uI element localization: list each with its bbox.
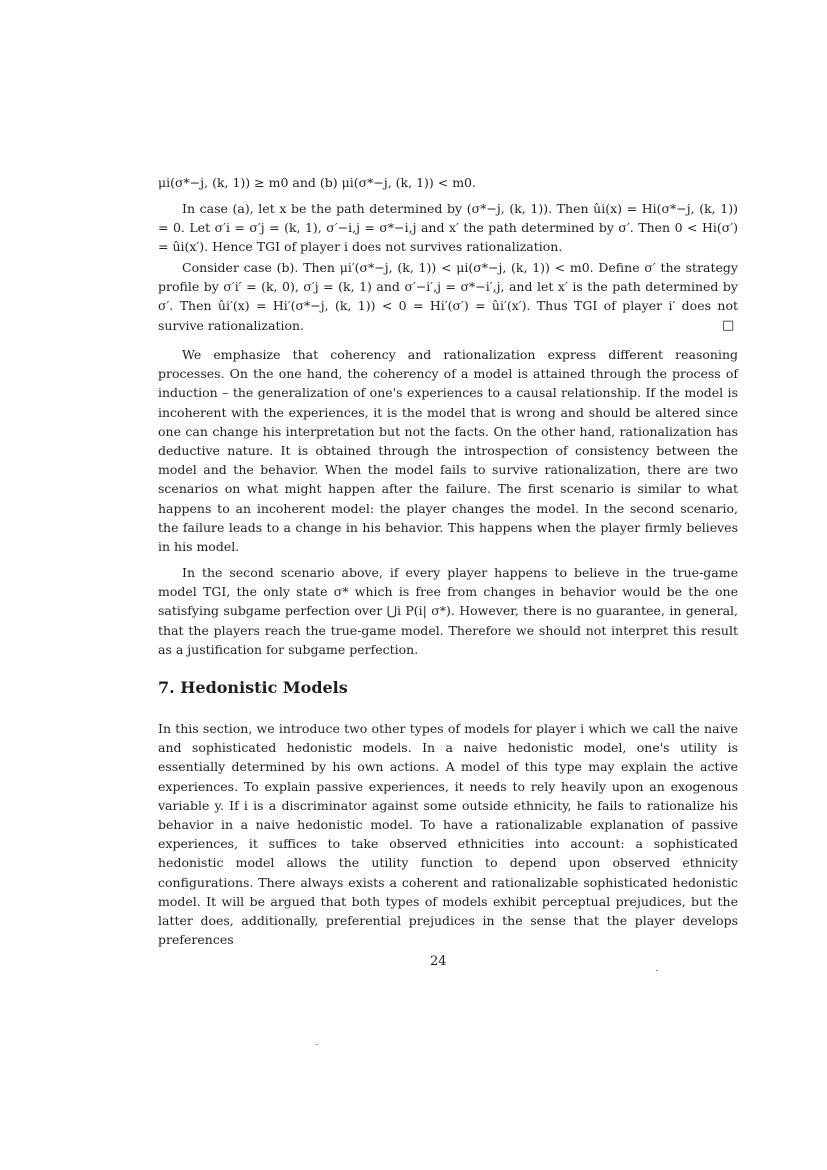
section-heading: 7. Hedonistic Models bbox=[158, 678, 348, 697]
paragraph-hedonistic-intro: In this section, we introduce two other types of models for player i which we call the naive and sophisticated hedonistic models. In a naive hedonistic model, one's utility is essentially determined by his own actions. A model of this type may explain the active experiences. To explain passive experiences, it needs to rely heavily upon an exogenous variable y. If i is a discriminator against some outside ethnicity, he fails to rationalize his behavior in a naive hedonistic model. To have a rationalizable explanation of passive experiences, it suffices to take observed ethnicities into account: a sophisticated hedonistic model allows the utility function to depend upon observed ethnicity configurations. There always exists a coherent and rationalizable sophisticated hedonistic model. It will be argued that both types of models exhibit perceptual prejudices, but the latter does, additionally, preferential prejudices in the sense that the player develops preferences bbox=[158, 721, 738, 948]
scan-speck bbox=[656, 970, 658, 971]
scan-speck bbox=[316, 1044, 318, 1045]
page-number: 24 bbox=[430, 954, 447, 969]
paragraph-true-game-model: In the second scenario above, if every player happens to believe in the true-game model TGI, the only state σ* which is free from changes in behavior would be the one satisfying subgame perfection over ⋃i P(i| σ*). However, there is no guarantee, in general, that the players reach the true-game model. Therefore we should not interpret this result as a justification for subgame perfection. bbox=[158, 565, 738, 657]
paragraph-coherency-rationalization: We emphasize that coherency and rationalization express different reasoning processes. On the one hand, the coherency of a model is attained through the process of induction – the generalization of one's experiences to a causal relationship. If the model is incoherent with the experiences, it is the model that is wrong and should be altered since one can change his interpretation but not the facts. On the other hand, rationalization has deductive nature. It is obtained through the introspection of consistency between the model and the behavior. When the model fails to survive rationalization, there are two scenarios on what might happen after the failure. The first scenario is similar to what happens to an incoherent model: the player changes the model. In the second scenario, the failure leads to a change in his behavior. This happens when the player firmly believes in his model. bbox=[158, 347, 738, 555]
paragraph-case-conditions: μi(σ*−j, (k, 1)) ≥ m0 and (b) μi(σ*−j, (k, 1)) < m0. bbox=[158, 175, 476, 190]
paragraph-case-b: Consider case (b). Then μi′(σ*−j, (k, 1)) < μi(σ*−j, (k, 1)) < m0. Define σ′ the strategy profile by σ′i′ = (k, 0), σ′j = (k, 1) and σ′−i′,j = σ*−i′,j, and let x′ is the path determined by σ′. Then ûi′(x) = Hi′(σ*−j, (k, 1)) < 0 = Hi′(σ′) = ûi′(x′). Thus TGI of player i′ does not survive rationalization. bbox=[158, 260, 738, 333]
paragraph-case-a: In case (a), let x be the path determined by (σ*−j, (k, 1)). Then ûi(x) = Hi(σ*−j, (k, 1)) = 0. Let σ′i = σ′j = (k, 1), σ′−i,j = σ*−i,j and x′ the path determined by σ′. Then 0 < Hi(σ′) = ûi(x′). Hence TGI of player i does not survives rationalization. bbox=[158, 201, 738, 255]
qed-symbol: □ bbox=[722, 318, 735, 333]
